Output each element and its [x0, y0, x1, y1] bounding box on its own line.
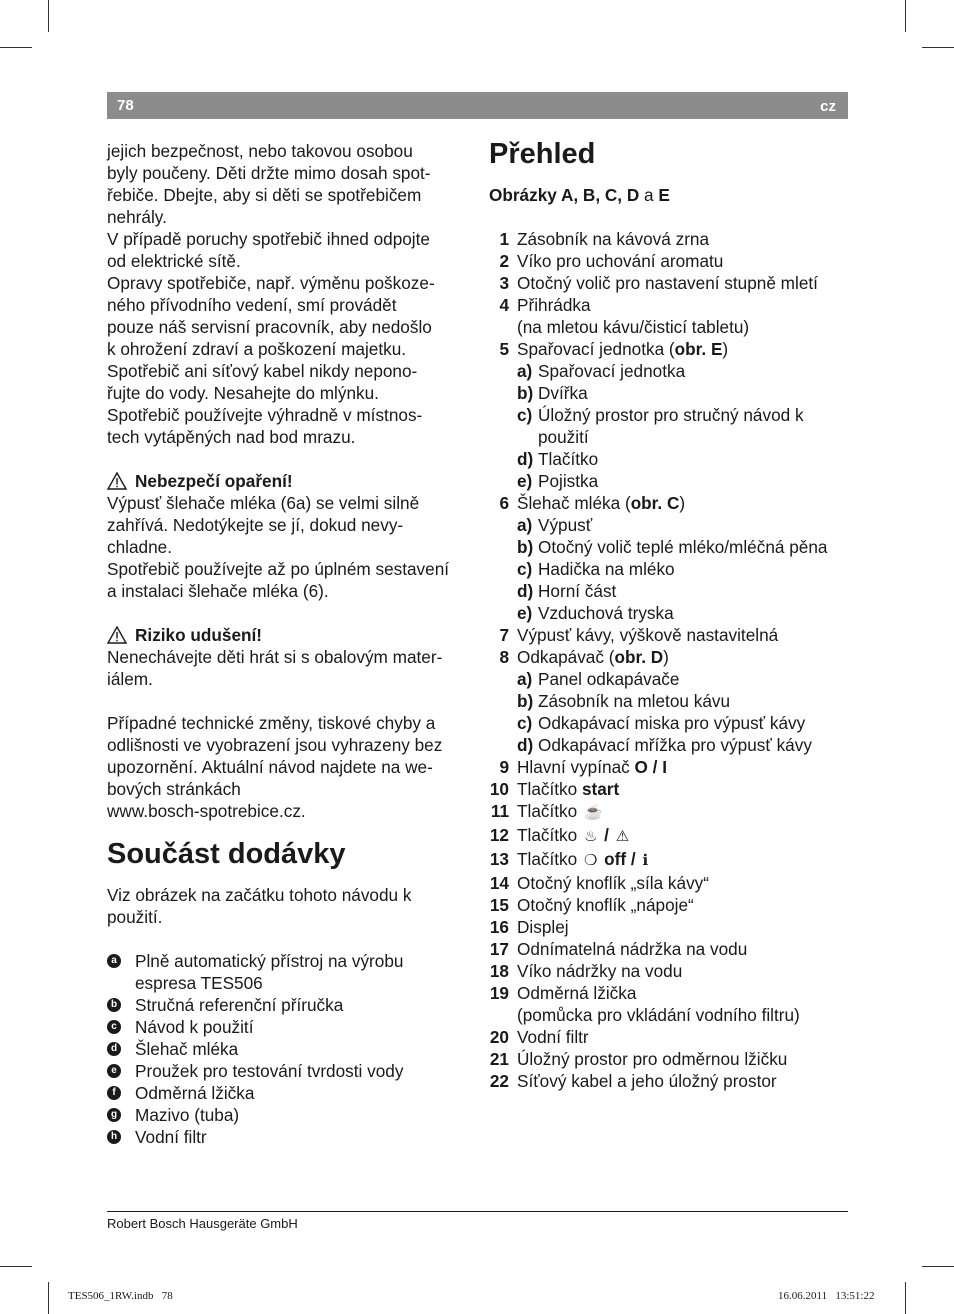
item-text: Odměrná lžička (pomůcka pro vkládání vodního filtru): [517, 983, 800, 1025]
item-text: Výpusť kávy, výškově nastavitelná: [517, 625, 779, 645]
overview-subitem: a) Spařovací jednotka: [517, 361, 686, 381]
button-symbol-icon: ℹ: [642, 852, 649, 869]
crop-mark: [48, 1282, 49, 1314]
item-number: 6: [499, 493, 509, 513]
text-line: bových stránkách: [107, 779, 241, 799]
text-line: iálem.: [107, 669, 153, 689]
overview-subitem: a) Panel odkapávače: [517, 669, 680, 689]
text-line: ného přívodního vedení, smí provádět: [107, 295, 397, 315]
crop-mark: [922, 1266, 954, 1267]
text-line: tech vytápěných nad bod mrazu.: [107, 427, 356, 447]
item-number: 2: [499, 251, 509, 271]
text-line: chladne.: [107, 537, 172, 557]
button-symbol-icon: ♨: [583, 828, 598, 845]
overview-item: [489, 272, 854, 294]
item-text: Tlačítko start: [517, 779, 620, 799]
delivery-item: [107, 1126, 472, 1148]
overview-item: [489, 294, 854, 338]
delivery-item-text: Proužek pro testování tvrdosti vody: [135, 1061, 404, 1081]
item-number: 21: [489, 1049, 509, 1069]
item-number: 5: [499, 339, 509, 359]
overview-subitem: d) Horní část: [517, 581, 617, 601]
warning-scald-text: [107, 492, 472, 602]
delivery-item: [107, 1082, 472, 1104]
warning-triangle-icon: [107, 626, 127, 644]
overview-item: [489, 1048, 854, 1070]
item-text: Spařovací jednotka (obr. E) a) Spařovací jednotka b) Dvířka c) Úložný prostor pro stručný návod k použití d) Tlačítko e) Pojistka: [517, 338, 854, 492]
overview-item: [489, 824, 854, 848]
delivery-item-text: Návod k použití: [135, 1017, 254, 1037]
item-text: Otočný knoflík „nápoje“: [517, 895, 694, 915]
item-number: 11: [490, 801, 509, 821]
warning-suffocation-title: Riziko udušení!: [135, 625, 263, 645]
print-date-info: 16.06.2011 13:51:22: [778, 1290, 875, 1302]
overview-item: [489, 982, 854, 1026]
item-number: 7: [499, 625, 509, 645]
text-line: zahřívá. Nedotýkejte se jí, dokud nevy-: [107, 515, 404, 535]
item-number: 9: [499, 757, 509, 777]
safety-paragraph: [107, 140, 472, 448]
item-text: Úložný prostor pro odměrnou lžičku: [517, 1049, 788, 1069]
item-text: Hlavní vypínač O / I: [517, 757, 667, 777]
page-number: 78: [117, 97, 134, 114]
item-text: Přihrádka (na mletou kávu/čisticí tabletu): [517, 295, 750, 337]
overview-subitem: c) Úložný prostor pro stručný návod k použití: [517, 405, 804, 447]
item-number: 13: [489, 849, 509, 869]
crop-mark: [905, 1282, 906, 1314]
overview-subitem: b) Zásobník na mletou kávu: [517, 691, 731, 711]
text-line: Opravy spotřebiče, např. výměnu poškoze-: [107, 273, 435, 293]
overview-subitem: e) Pojistka: [517, 471, 599, 491]
overview-subitem: b) Dvířka: [517, 383, 588, 403]
item-number: 3: [499, 273, 509, 293]
delivery-item-text: Vodní filtr: [135, 1127, 207, 1147]
crop-mark: [0, 1266, 32, 1267]
language-code: cz: [820, 98, 836, 115]
item-text: Odnímatelná nádržka na vodu: [517, 939, 748, 959]
overview-subitem: b) Otočný volič teplé mléko/mléčná pěna: [517, 537, 828, 557]
item-number: 19: [489, 983, 509, 1003]
item-number: 12: [489, 825, 509, 845]
overview-item: [489, 894, 854, 916]
item-text: Víko nádržky na vodu: [517, 961, 683, 981]
footer-company: Robert Bosch Hausgeräte GmbH: [107, 1216, 298, 1231]
item-letter-badge: f: [107, 1086, 121, 1100]
warning-scald-title: Nebezpečí opaření!: [135, 471, 293, 491]
item-number: 1: [499, 229, 509, 249]
overview-list: [489, 228, 854, 1092]
overview-item: [489, 228, 854, 250]
item-letter-badge: e: [107, 1064, 121, 1078]
delivery-item-text: Stručná referenční příručka: [135, 995, 344, 1015]
delivery-list: [107, 950, 472, 1148]
overview-subitem: d) Tlačítko: [517, 449, 599, 469]
text-line: nehrály.: [107, 207, 167, 227]
item-number: 8: [499, 647, 509, 667]
item-number: 16: [489, 917, 509, 937]
overview-item: [489, 1070, 854, 1092]
overview-item: [489, 938, 854, 960]
item-text: Šlehač mléka (obr. C) a) Výpusť b) Otočný volič teplé mléko/mléčná pěna c) Hadička na mléko d) Horní část e) Vzduchová tryska: [517, 492, 854, 624]
item-text: Tlačítko ❍ off / ℹ: [517, 848, 854, 872]
print-file-info: TES506_1RW.indb 78: [68, 1290, 173, 1302]
figure-ref-prefix: Obrázky A, B, C, D: [489, 185, 640, 205]
text-line: Případné technické změny, tiskové chyby a: [107, 713, 436, 733]
crop-mark: [0, 47, 32, 48]
item-letter-badge: d: [107, 1042, 121, 1056]
item-text: Otočný knoflík „síla kávy“: [517, 873, 709, 893]
item-text: Zásobník na kávová zrna: [517, 229, 710, 249]
overview-item: [489, 338, 854, 492]
delivery-item: [107, 950, 472, 994]
overview-item: [489, 756, 854, 778]
warning-suffocation-text: [107, 646, 472, 690]
crop-mark: [48, 0, 49, 32]
item-letter-badge: c: [107, 1020, 121, 1034]
text-line: Výpusť šlehače mléka (6a) se velmi silně: [107, 493, 420, 513]
delivery-item-text: Šlehač mléka: [135, 1039, 239, 1059]
overview-item: [489, 778, 854, 800]
warning-triangle-icon: [107, 472, 127, 490]
text-line: odlišnosti ve vyobrazení jsou vyhrazeny bez: [107, 735, 443, 755]
item-number: 15: [489, 895, 509, 915]
item-number: 10: [489, 779, 509, 799]
text-line: a instalaci šlehače mléka (6).: [107, 581, 329, 601]
item-text: Displej: [517, 917, 569, 937]
button-symbol-icon: ⚠: [615, 828, 630, 845]
overview-item: [489, 646, 854, 756]
crop-mark: [922, 47, 954, 48]
right-column: [489, 136, 854, 1092]
text-line: Spotřebič používejte až po úplném sestavení: [107, 559, 450, 579]
text-line: Nenechávejte děti hrát si s obalovým mater-: [107, 647, 443, 667]
delivery-item: [107, 1060, 472, 1082]
delivery-item: [107, 1038, 472, 1060]
item-number: 22: [489, 1071, 509, 1091]
delivery-item-text: Mazivo (tuba): [135, 1105, 240, 1125]
item-text: Tlačítko ♨ / ⚠: [517, 824, 854, 848]
figure-ref-conj: a: [639, 185, 659, 205]
overview-subitem: e) Vzduchová tryska: [517, 603, 674, 623]
overview-subitem: d) Odkapávací mřížka pro výpusť kávy: [517, 735, 812, 755]
item-text: Odkapávač (obr. D) a) Panel odkapávače b) Zásobník na mletou kávu c) Odkapávací miska pro výpusť kávy d) Odkapávací mřížka pro výpusť kávy: [517, 646, 854, 756]
item-text: Síťový kabel a jeho úložný prostor: [517, 1071, 777, 1091]
item-letter-badge: a: [107, 954, 121, 968]
warning-scald: [107, 470, 472, 492]
delivery-item: [107, 1104, 472, 1126]
text-line: od elektrické sítě.: [107, 251, 241, 271]
delivery-item: [107, 1016, 472, 1038]
text-line: použití.: [107, 907, 163, 927]
overview-title: Přehled: [489, 138, 596, 170]
overview-item: [489, 848, 854, 872]
text-line: upozornění. Aktuální návod najdete na we-: [107, 757, 433, 777]
button-symbol-icon: ☕: [583, 804, 603, 821]
overview-item: [489, 624, 854, 646]
text-line: jejich bezpečnost, nebo takovou osobou: [107, 141, 413, 161]
text-line: Spotřebič používejte výhradně v místnos-: [107, 405, 423, 425]
item-number: 4: [499, 295, 509, 315]
item-number: 14: [489, 873, 509, 893]
overview-item: [489, 1026, 854, 1048]
text-line: byly poučeny. Děti držte mimo dosah spot-: [107, 163, 431, 183]
footer-divider: [107, 1211, 848, 1212]
crop-mark: [905, 0, 906, 32]
text-line: Viz obrázek na začátku tohoto návodu k: [107, 885, 412, 905]
figure-ref-last: E: [658, 185, 670, 205]
figure-reference: [489, 184, 854, 206]
text-line: řebiče. Dbejte, aby si děti se spotřebičem: [107, 185, 422, 205]
button-symbol-icon: ❍: [583, 852, 598, 869]
delivery-item-text: Odměrná lžička: [135, 1083, 255, 1103]
item-text: Vodní filtr: [517, 1027, 589, 1047]
warning-suffocation: [107, 624, 472, 646]
text-line: řujte do vody. Nesahejte do mlýnku.: [107, 383, 379, 403]
overview-item: [489, 960, 854, 982]
text-line: k ohrožení zdraví a poškození majetku.: [107, 339, 407, 359]
changes-paragraph: [107, 712, 472, 822]
overview-subitem: c) Odkapávací miska pro výpusť kávy: [517, 713, 806, 733]
overview-item: [489, 492, 854, 624]
delivery-item: [107, 994, 472, 1016]
item-number: 18: [489, 961, 509, 981]
left-column: [107, 140, 472, 1148]
item-number: 17: [489, 939, 509, 959]
delivery-title: Součást dodávky: [107, 838, 346, 870]
page-header-bar: [107, 92, 848, 119]
text-line: pouze náš servisní pracovník, aby nedošlo: [107, 317, 432, 337]
text-line: Spotřebič ani síťový kabel nikdy nepono-: [107, 361, 418, 381]
overview-subitem: a) Výpusť: [517, 515, 593, 535]
text-line: V případě poruchy spotřebič ihned odpojte: [107, 229, 430, 249]
item-letter-badge: b: [107, 998, 121, 1012]
overview-subitem: c) Hadička na mléko: [517, 559, 675, 579]
item-letter-badge: g: [107, 1108, 121, 1122]
delivery-intro: [107, 884, 472, 928]
overview-item: [489, 250, 854, 272]
item-letter-badge: h: [107, 1130, 121, 1144]
overview-item: [489, 872, 854, 894]
text-line: www.bosch-spotrebice.cz.: [107, 801, 306, 821]
delivery-item-text: Plně automatický přístroj na výrobu espresa TES506: [135, 951, 404, 993]
overview-item: [489, 916, 854, 938]
item-text: Otočný volič pro nastavení stupně mletí: [517, 273, 818, 293]
item-text: Víko pro uchování aromatu: [517, 251, 724, 271]
item-text: Tlačítko ☕: [517, 800, 854, 824]
item-number: 20: [489, 1027, 509, 1047]
overview-item: [489, 800, 854, 824]
